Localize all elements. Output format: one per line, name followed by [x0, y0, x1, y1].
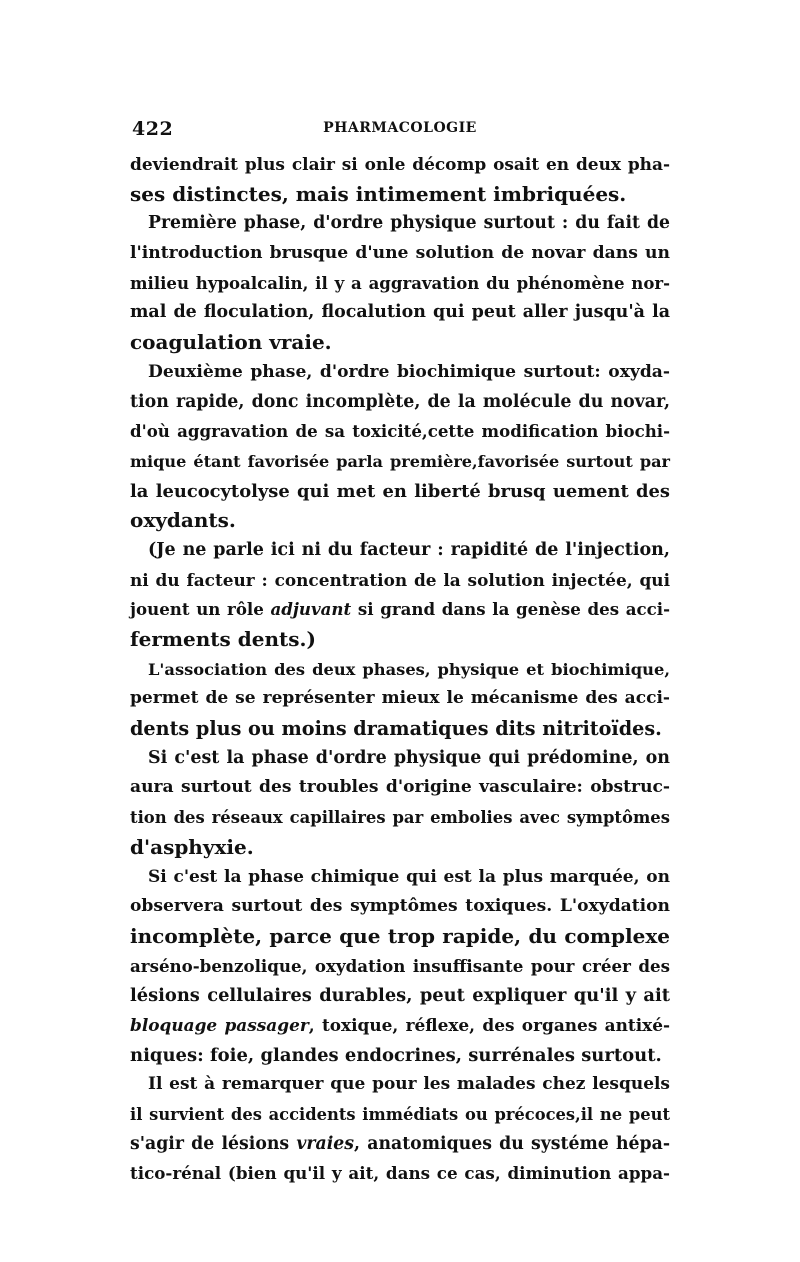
- text-line: incomplète, parce que trop rapide, du complexe: [130, 923, 670, 948]
- text-line: tion des réseaux capillaires par embolies avec symptômes: [130, 808, 670, 828]
- text-line: deviendrait plus clair si onle décomp osait en deux pha-: [130, 154, 670, 174]
- page-body: [130, 150, 670, 1189]
- running-title: PHARMACOLOGIE: [323, 120, 477, 136]
- text-line: lésions cellulaires durables, peut expliquer qu'il y ait: [130, 985, 670, 1007]
- text-line: mique étant favorisée parla première,favorisée surtout par: [130, 451, 670, 471]
- text-line: d'où aggravation de sa toxicité,cette modification biochi-: [130, 421, 670, 442]
- text-line: tion rapide, donc incomplète, de la molécule du novar,: [130, 391, 670, 412]
- text-line: ferments dents.): [130, 627, 316, 651]
- text-line: (Je ne parle ici ni du facteur : rapidité de l'injection,: [148, 539, 670, 560]
- italic-term: bloquage passager: [130, 1014, 309, 1035]
- page-number: 422: [132, 118, 174, 140]
- text-line: ses distinctes, mais intimement imbriquées.: [130, 181, 627, 206]
- italic-term: vraies: [296, 1133, 355, 1154]
- text-run: si grand dans la genèse des acci-: [351, 599, 670, 620]
- text-line: [130, 1130, 670, 1160]
- text-line: permet de se représenter mieux le mécanisme des acci-: [130, 688, 670, 709]
- text-line: mal de floculation, flocalution qui peut aller jusqu'à la: [130, 302, 670, 323]
- text-run: , toxique, réflexe, des organes antixé-: [308, 1014, 670, 1035]
- text-line: il survient des accidents immédiats ou précoces,il ne peut: [130, 1105, 670, 1124]
- text-run: jouent un rôle: [130, 599, 271, 620]
- text-line: l'introduction brusque d'une solution de novar dans un: [130, 243, 670, 264]
- text-line: aura surtout des troubles d'origine vasculaire: obstruc-: [130, 777, 670, 798]
- text-line: Deuxième phase, d'ordre biochimique surtout: oxyda-: [148, 361, 670, 382]
- text-line: milieu hypoalcalin, il y a aggravation du phénomène nor-: [130, 272, 670, 293]
- text-run: s'agir de lésions: [130, 1133, 297, 1154]
- text-line: Si c'est la phase d'ordre physique qui prédomine, on: [148, 747, 670, 768]
- text-line: la leucocytolyse qui met en liberté brusq uement des: [130, 480, 670, 502]
- text-line: coagulation vraie.: [130, 330, 332, 355]
- text-line: L'association des deux phases, physique et biochimique,: [148, 659, 670, 679]
- text-line: oxydants.: [130, 508, 236, 533]
- text-line: niques: foie, glandes endocrines, surrénales surtout.: [130, 1044, 662, 1066]
- text-line: tico-rénal (bien qu'il y ait, dans ce cas, diminution appa-: [130, 1163, 670, 1184]
- text-line: Si c'est la phase chimique qui est la plus marquée, on: [148, 866, 670, 887]
- text-line: [130, 595, 670, 625]
- text-line: arséno-benzolique, oxydation insuffisante pour créer des: [130, 955, 670, 976]
- text-line: dents plus ou moins dramatiques dits nitritoïdes.: [130, 717, 662, 741]
- italic-term: adjuvant: [270, 599, 352, 620]
- text-line: d'asphyxie.: [130, 834, 254, 859]
- text-line: Première phase, d'ordre physique surtout : du fait de: [148, 213, 670, 234]
- text-line: [130, 1011, 670, 1041]
- text-run: , anatomiques du systéme hépa-: [354, 1133, 670, 1154]
- page-header: [130, 118, 670, 140]
- text-line: observera surtout des symptômes toxiques. L'oxydation: [130, 896, 670, 917]
- text-line: ni du facteur : concentration de la solution injectée, qui: [130, 569, 670, 590]
- text-line: Il est à remarquer que pour les malades chez lesquels: [148, 1074, 670, 1095]
